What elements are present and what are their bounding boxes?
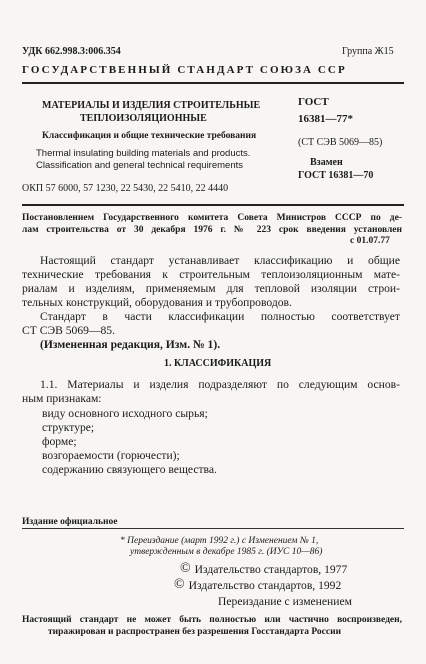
decree-line-2: лам строительства от 30 декабря 1976 г. № 223 срок введения установлен — [22, 225, 402, 235]
title-line-2: ТЕПЛОИЗОЛЯЦИОННЫЕ — [80, 113, 207, 124]
official-edition: Издание официальное — [22, 517, 118, 527]
paragraph-1-line-4: тельных конструкций, оборудования и трубопроводов. — [22, 296, 292, 309]
list-item: возгораемости (горючести); — [42, 449, 180, 462]
reprint-note-line-1: * Переиздание (март 1992 г.) с Изменением № 1, — [120, 536, 319, 546]
list-item: виду основного исходного сырья; — [42, 407, 208, 420]
copyright-icon: © — [174, 577, 185, 592]
decree-effective-date: с 01.07.77 — [350, 236, 390, 246]
replaced-standard: ГОСТ 16381—70 — [298, 170, 374, 181]
copyright-notice-line-2: тиражирован и распространен без разрешения Госстандарта России — [48, 627, 342, 637]
reprint-note-line-2: утвержденным в декабре 1985 г. (ИУС 10—86) — [130, 547, 323, 557]
copyright-1977 — [180, 562, 347, 576]
clause-1-1-line-1: 1.1. Материалы и изделия подразделяют по следующим основ- — [40, 378, 400, 391]
copyright-1992-text: Издательство стандартов, 1992 — [188, 578, 342, 592]
copyright-notice-line-1: Настоящий стандарт не может быть полностью или частично воспроизведен, — [22, 615, 402, 625]
paragraph-2-line-2: СТ СЭВ 5069—85. — [22, 324, 116, 337]
copyright-1977-text: Издательство стандартов, 1977 — [194, 562, 348, 576]
title-line-1: МАТЕРИАЛЫ И ИЗДЕЛИЯ СТРОИТЕЛЬНЫЕ — [42, 100, 261, 111]
section-title: 1. КЛАССИФИКАЦИЯ — [164, 358, 272, 369]
decree-line-1: Постановлением Государственного комитета Совета Министров СССР по де- — [22, 213, 402, 223]
group-code: Группа Ж15 — [342, 46, 394, 57]
list-item: форме; — [42, 435, 77, 448]
list-item: содержанию связующего вещества. — [42, 463, 217, 476]
list-item: структуре; — [42, 421, 95, 434]
paragraph-1-line-1: Настоящий стандарт устанавливает классификацию и общие — [40, 254, 400, 267]
udk-code: УДК 662.998.3:006.354 — [22, 46, 121, 57]
english-title-line-1: Thermal insulating building materials and products. — [36, 148, 251, 159]
middle-rule — [22, 204, 404, 206]
gost-number: 16381—77* — [298, 113, 353, 125]
english-title-line-2: Classification and general technical requirements — [36, 160, 244, 171]
top-rule — [22, 82, 404, 84]
st-sev-number: (СТ СЭВ 5069—85) — [298, 137, 383, 148]
state-standard-heading: ГОСУДАРСТВЕННЫЙ СТАНДАРТ СОЮЗА ССР — [22, 64, 347, 76]
clause-1-1-line-2: ным признакам: — [22, 392, 102, 405]
okp-codes: ОКП 57 6000, 57 1230, 22 5430, 22 5410, 22 4440 — [22, 183, 229, 194]
copyright-icon: © — [180, 561, 191, 576]
paragraph-1-line-2: технические требования к строительным теплоизоляционным мате- — [22, 268, 400, 281]
footer-rule — [22, 528, 404, 529]
paragraph-1-line-3: риалам и изделиям, применяемым для тепловой изоляции строи- — [22, 282, 400, 295]
reprint-with-change: Переиздание с изменением — [218, 595, 352, 608]
paragraph-2-line-1: Стандарт в части классификации полностью соответствует — [40, 310, 400, 323]
copyright-1992 — [174, 578, 341, 592]
subtitle: Классификация и общие технические требования — [42, 131, 257, 141]
replaces-label: Взамен — [310, 157, 343, 168]
gost-label: ГОСТ — [298, 96, 329, 108]
edition-note: (Измененная редакция, Изм. № 1). — [40, 338, 221, 351]
